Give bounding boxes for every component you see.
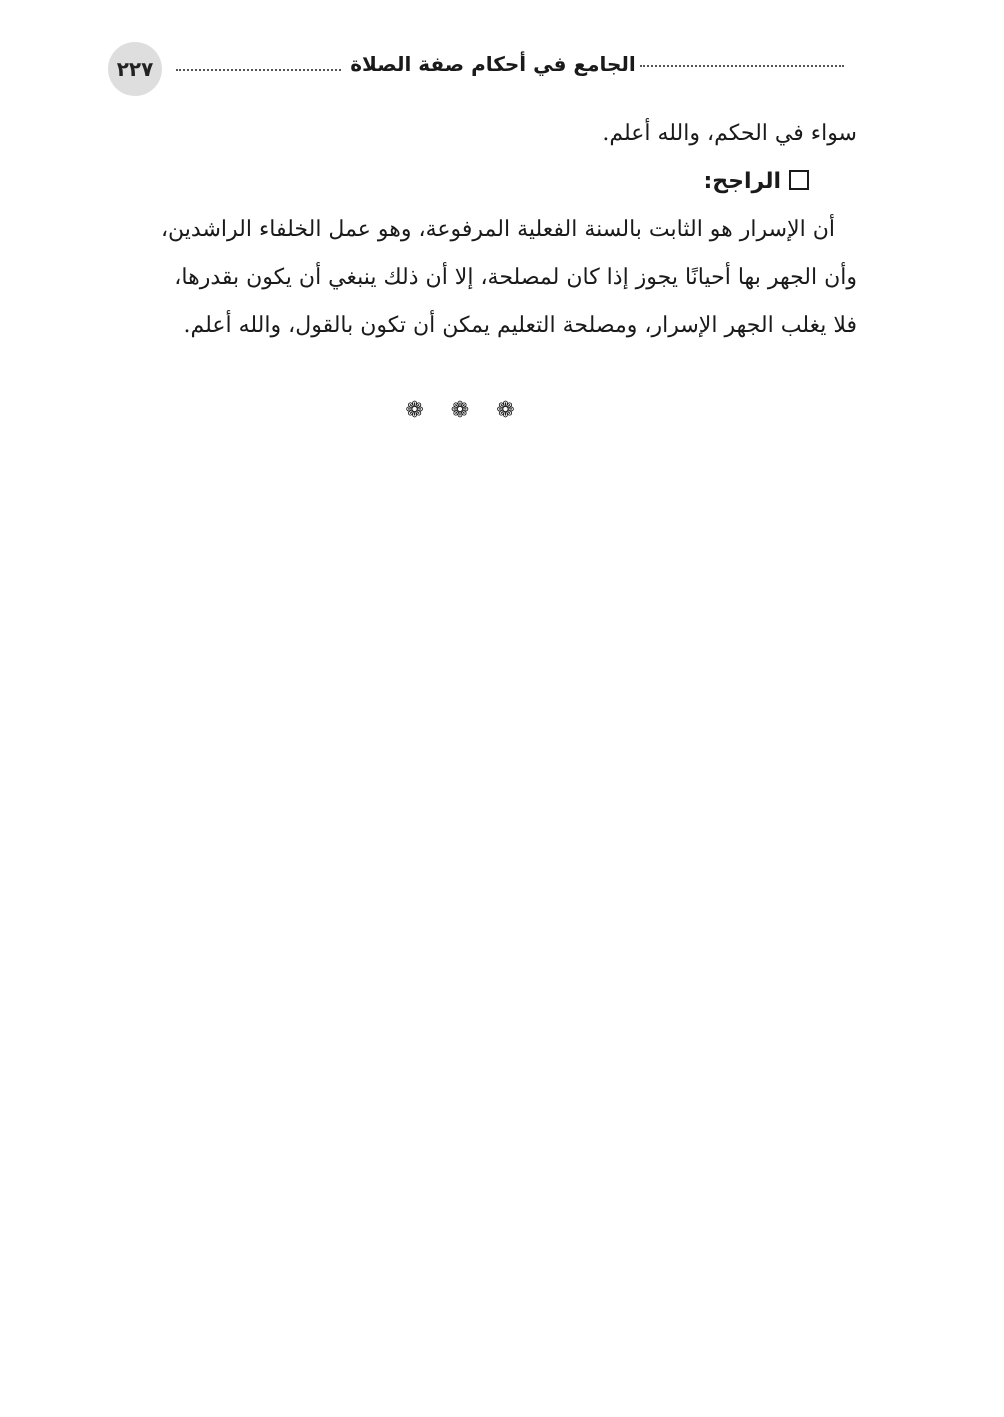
paragraph-line: فلا يغلب الجهر الإسرار، ومصلحة التعليم يمكن أن تكون بالقول، والله أعلم. bbox=[183, 313, 857, 338]
paragraph-line: أن الإسرار هو الثابت بالسنة الفعلية المرفوعة، وهو عمل الخلفاء الراشدين، bbox=[160, 217, 835, 242]
page-header bbox=[108, 42, 848, 96]
intro-line: سواء في الحكم، والله أعلم. bbox=[602, 121, 857, 146]
header-title: الجامع في أحكام صفة الصلاة bbox=[350, 52, 636, 76]
checkbox-icon bbox=[789, 170, 809, 190]
body-paragraph bbox=[115, 206, 857, 350]
header-dotted-line-left bbox=[176, 69, 341, 71]
section-heading-label: الراجح: bbox=[703, 169, 781, 194]
section-heading bbox=[115, 158, 857, 206]
page-content bbox=[115, 110, 857, 350]
page-number: ٢٢٧ bbox=[108, 42, 162, 96]
header-dotted-line-right bbox=[640, 65, 844, 67]
flower-separator-icon: ❁ ❁ ❁ bbox=[405, 398, 525, 423]
paragraph-line: وأن الجهر بها أحيانًا يجوز إذا كان لمصلحة، إلا أن ذلك ينبغي أن يكون بقدرها، bbox=[174, 265, 857, 290]
